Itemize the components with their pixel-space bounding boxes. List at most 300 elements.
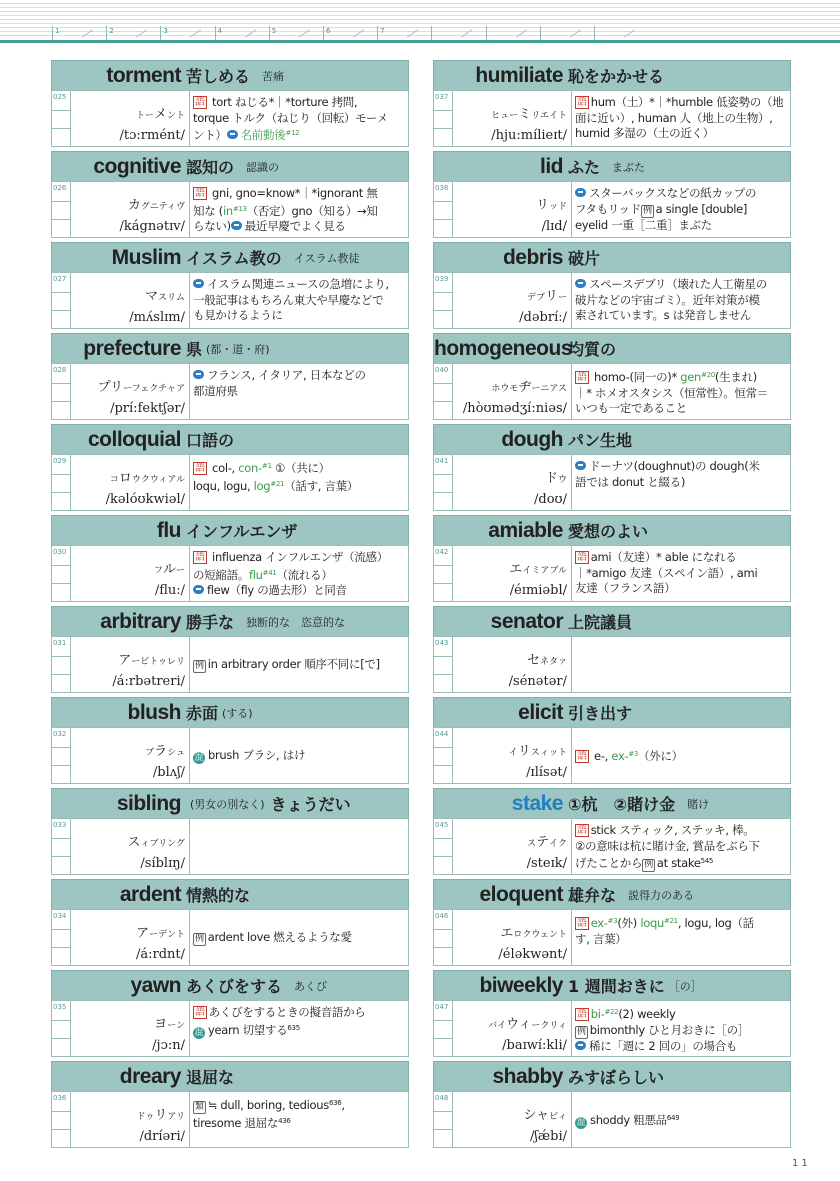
vocab-entry xyxy=(433,242,791,333)
explanation-line xyxy=(575,386,787,402)
pronunciation-cell xyxy=(453,637,572,692)
explanation-line xyxy=(193,1096,405,1114)
checkbox-line xyxy=(52,201,70,202)
meaning: 1 週間おきに xyxy=(568,977,665,996)
headword: cognitive xyxy=(93,154,181,178)
stressed-syllable: リ xyxy=(517,744,531,759)
pronunciation-cell xyxy=(453,182,572,237)
headword: stake xyxy=(511,791,563,815)
ipa-transcription: /flu:/ xyxy=(154,583,185,598)
explanation-lines xyxy=(575,914,787,947)
explanation-line xyxy=(193,368,405,384)
progress-check-slash xyxy=(299,29,310,37)
ipa-transcription: /ɪlísət/ xyxy=(526,765,567,780)
stressed-syllable: リ xyxy=(535,198,549,213)
entry-headword-bar xyxy=(51,788,409,818)
ipa-transcription: /prí:fektʃər/ xyxy=(110,401,185,416)
meaning: ①杭 ②賭け金 xyxy=(568,795,676,814)
stressed-syllable: エ xyxy=(509,562,523,577)
pronunciation-cell xyxy=(453,910,572,965)
checkbox-line xyxy=(52,110,70,111)
explanation-text: ｜* ホメオスタシス（恒常性）。恒常＝ xyxy=(575,385,768,400)
root-ref: #13 xyxy=(232,204,247,213)
root-link: bi- xyxy=(590,1007,605,1021)
explanation-text: （外に） xyxy=(638,748,683,763)
vocab-entry xyxy=(433,788,791,879)
explanation-cell xyxy=(572,91,790,146)
ipa-transcription: /jɔ:n/ xyxy=(152,1038,185,1053)
entry-number-cell xyxy=(52,728,71,783)
explanation-cell xyxy=(190,273,408,328)
explanation-lines xyxy=(193,748,305,764)
explanation-text: , xyxy=(341,1098,345,1112)
etymology-icon: 語 xyxy=(577,1009,587,1020)
meaning: ふた xyxy=(568,158,601,177)
checkbox-line xyxy=(52,474,70,475)
page-ref: 635 xyxy=(287,1023,300,1032)
pronunciation-cell xyxy=(453,728,572,783)
explanation-cell xyxy=(190,728,408,783)
entry-number: 035 xyxy=(53,1003,67,1011)
entry-number-cell xyxy=(52,1001,71,1056)
explanation-cell xyxy=(190,1001,408,1056)
explanation-text: フタもリッド xyxy=(575,201,641,216)
ipa-transcription: /kəlóʊkwiəl/ xyxy=(105,492,185,507)
pronunciation-kana: スィブリング xyxy=(127,835,185,850)
explanation-text: 知な ( xyxy=(193,203,223,218)
pronunciation-cell xyxy=(453,1092,572,1147)
checkbox-line xyxy=(52,1020,70,1021)
progress-cell-number: 4 xyxy=(217,27,223,35)
note-icon xyxy=(227,130,238,139)
explanation-line xyxy=(575,1039,787,1055)
entry-headword-bar xyxy=(433,606,791,636)
vocab-entry xyxy=(51,333,409,424)
entry-body xyxy=(433,363,791,420)
sub-meaning: 認識の xyxy=(246,160,280,174)
entry-body xyxy=(433,909,791,966)
stressed-syllable: リ xyxy=(154,1108,168,1123)
vocab-entry xyxy=(51,606,409,697)
etymology-icon: 語 xyxy=(195,188,205,199)
pronunciation-cell xyxy=(71,637,190,692)
entry-headword-bar xyxy=(51,1061,409,1091)
note-icon xyxy=(231,221,242,230)
root-ref: #21 xyxy=(270,479,285,488)
entry-number: 036 xyxy=(53,1094,67,1102)
vocab-entry xyxy=(51,515,409,606)
entry-number: 030 xyxy=(53,548,67,556)
explanation-cell xyxy=(572,364,790,419)
entry-number: 025 xyxy=(53,93,67,101)
pronunciation-kana: ブラシュ xyxy=(145,744,185,759)
entry-number: 044 xyxy=(435,730,449,738)
entry-number: 029 xyxy=(53,457,67,465)
root-ref: #12 xyxy=(285,129,300,137)
entry-number-cell xyxy=(434,546,453,601)
checkbox-line xyxy=(52,1111,70,1112)
checkbox-line xyxy=(52,1038,70,1039)
sub-meaning: イスラム教徒 xyxy=(293,251,360,265)
entry-number: 047 xyxy=(435,1003,449,1011)
meaning: パン生地 xyxy=(568,431,633,450)
progress-cell-number: 5 xyxy=(271,27,277,35)
progress-check-slash xyxy=(82,29,93,37)
explanation-lines xyxy=(575,747,683,765)
explanation-text: （話す, 言葉） xyxy=(284,478,359,493)
ipa-transcription: /éɪmiəbl/ xyxy=(509,583,567,598)
checkbox-line xyxy=(434,219,452,220)
stressed-syllable: シャ xyxy=(523,1108,550,1123)
explanation-text: 都道府県 xyxy=(193,383,238,398)
explanation-line xyxy=(575,550,787,566)
checkbox-line xyxy=(52,856,70,857)
checkbox-line xyxy=(434,656,452,657)
vocab-entry xyxy=(433,424,791,515)
checkbox-line xyxy=(434,583,452,584)
meaning-note: (都・道・府) xyxy=(206,342,270,356)
entry-headword-bar xyxy=(51,606,409,636)
confusable-icon: 混 xyxy=(194,1027,204,1038)
pronunciation-cell xyxy=(71,819,190,874)
entry-number: 046 xyxy=(435,912,449,920)
explanation-lines xyxy=(575,95,787,142)
entry-number-cell xyxy=(52,637,71,692)
progress-cell-number: 7 xyxy=(380,27,385,35)
checkbox-line xyxy=(52,492,70,493)
explanation-text: スペースデブリ（壊れた人工衛星の xyxy=(589,277,767,291)
explanation-lines xyxy=(575,823,787,872)
header-rule xyxy=(0,40,840,43)
entry-number: 040 xyxy=(435,366,449,374)
pronunciation-kana: マスリム xyxy=(144,289,185,304)
pronunciation-cell xyxy=(71,273,190,328)
meaning: 退屈な xyxy=(186,1068,235,1087)
explanation-line xyxy=(193,111,405,127)
entry-body xyxy=(51,636,409,693)
root-ref: #20 xyxy=(701,371,715,379)
explanation-cell xyxy=(190,910,408,965)
entry-body xyxy=(51,181,409,238)
entry-number-cell xyxy=(52,273,71,328)
vocab-entry xyxy=(51,788,409,879)
explanation-line xyxy=(193,550,405,566)
vocab-entry xyxy=(51,424,409,515)
root-ref: #41 xyxy=(262,568,277,577)
explanation-line xyxy=(575,202,787,218)
stressed-syllable: エ xyxy=(500,926,514,941)
checkbox-line xyxy=(434,1038,452,1039)
pronunciation-kana: デブリー xyxy=(526,289,567,304)
note-icon xyxy=(575,279,586,288)
explanation-line xyxy=(575,401,787,417)
ipa-transcription: /baɪwí:kli/ xyxy=(502,1038,567,1053)
stressed-syllable: テ xyxy=(536,835,550,850)
explanation-lines xyxy=(575,1005,787,1054)
ipa-transcription: /mʌ́slɪm/ xyxy=(129,310,185,325)
progress-cell-number: 3 xyxy=(163,27,168,35)
explanation-cell xyxy=(572,182,790,237)
explanation-lines xyxy=(193,1005,405,1039)
explanation-cell xyxy=(190,455,408,510)
checkbox-line xyxy=(52,310,70,311)
explanation-cell xyxy=(190,182,408,237)
note-icon xyxy=(193,279,204,288)
meaning: 恥をかかせる xyxy=(568,67,665,86)
vocab-entry xyxy=(51,697,409,788)
entry-number-cell xyxy=(434,728,453,783)
meaning: 情熱的な xyxy=(186,886,251,905)
explanation-line xyxy=(575,277,787,293)
explanation-text: shoddy 粗悪品 xyxy=(590,1112,667,1127)
explanation-text: flew（fly の過去形）と同音 xyxy=(207,583,347,597)
root-ref: #21 xyxy=(663,917,678,925)
root-link: in xyxy=(222,203,233,218)
entry-headword-bar xyxy=(51,242,409,272)
explanation-text: ≒ dull, boring, tedious xyxy=(207,1098,329,1112)
sub-meaning: 賭け xyxy=(687,797,710,811)
note-icon xyxy=(193,370,204,379)
explanation-text: , logu, log（話 xyxy=(677,916,754,930)
explanation-text: 破片などの宇宙ゴミ）。近年対策が模 xyxy=(575,292,760,307)
note-icon xyxy=(575,1041,586,1050)
entry-number-cell xyxy=(52,364,71,419)
explanation-text: stick スティック, ステッキ, 棒。 xyxy=(590,823,755,837)
ipa-transcription: /á:rbətreri/ xyxy=(112,674,185,689)
explanation-line xyxy=(575,293,787,309)
meaning: 上院議員 xyxy=(568,613,633,632)
pronunciation-kana: ヨーン xyxy=(154,1017,185,1032)
entry-number-cell xyxy=(434,1092,453,1147)
meaning: 県 xyxy=(186,340,203,359)
headword: yawn xyxy=(130,973,181,997)
pronunciation-cell xyxy=(71,364,190,419)
page-ref: 649 xyxy=(666,1113,680,1122)
entry-headword-bar xyxy=(51,970,409,1000)
pronunciation-kana: バイウィークリィ xyxy=(488,1017,567,1032)
root-ref: #1 xyxy=(261,462,272,470)
explanation-lines xyxy=(193,550,405,599)
explanation-line xyxy=(193,186,405,202)
confusable-icon: 混 xyxy=(194,752,204,763)
vocab-entry xyxy=(51,1061,409,1152)
ipa-transcription: /éləkwənt/ xyxy=(498,947,567,962)
headword: colloquial xyxy=(87,427,181,451)
explanation-lines xyxy=(575,1111,679,1129)
checkbox-line xyxy=(434,929,452,930)
checkbox-line xyxy=(52,583,70,584)
progress-check-slash xyxy=(136,29,147,37)
entry-number-cell xyxy=(52,455,71,510)
etymology-icon: 語 xyxy=(577,750,587,762)
entry-number: 034 xyxy=(53,912,67,920)
checkbox-line xyxy=(434,474,452,475)
explanation-text: ardent love 燃えるような愛 xyxy=(207,929,352,944)
ipa-transcription: /blʌʃ/ xyxy=(152,765,185,780)
explanation-text: 索されています。s は発音しません xyxy=(575,308,752,322)
example-icon: 類 xyxy=(195,1102,204,1112)
pronunciation-kana: アーデント xyxy=(136,926,185,941)
entry-body xyxy=(433,1091,791,1148)
entry-number-cell xyxy=(52,819,71,874)
checkbox-line xyxy=(434,747,452,748)
checkbox-line xyxy=(434,856,452,857)
pronunciation-cell xyxy=(453,546,572,601)
pronunciation-kana: カグニティヴ xyxy=(127,198,185,213)
pronunciation-kana: アービトゥレリ xyxy=(118,653,185,668)
note-icon xyxy=(575,188,586,197)
ipa-transcription: /steɪk/ xyxy=(526,856,567,871)
entry-headword-bar xyxy=(51,697,409,727)
progress-check-slash xyxy=(570,29,581,37)
entry-number: 042 xyxy=(435,548,449,556)
checkbox-line xyxy=(52,219,70,220)
entry-body xyxy=(433,636,791,693)
pronunciation-kana: コロウクウィアル xyxy=(109,471,185,486)
vocab-entry xyxy=(433,606,791,697)
explanation-text: ami（友達）* able になれる xyxy=(590,550,737,564)
explanation-cell xyxy=(572,728,790,783)
entry-headword-bar xyxy=(51,151,409,181)
etymology-icon: 語 xyxy=(577,552,587,563)
explanation-text: らない) xyxy=(193,219,231,233)
entry-headword-bar xyxy=(51,333,409,363)
entry-number-cell xyxy=(52,182,71,237)
page-ref: 636 xyxy=(328,1099,342,1107)
meaning: みすぼらしい xyxy=(568,1068,665,1087)
entry-headword-bar xyxy=(51,879,409,909)
root-link: con- xyxy=(238,461,262,475)
pronunciation-kana: イリスィット xyxy=(508,744,567,759)
explanation-text: gni, gno=know*｜*ignorant 無 xyxy=(208,186,378,200)
pronunciation-kana: リッド xyxy=(535,198,567,213)
ipa-transcription: /síblɪŋ/ xyxy=(140,856,185,871)
explanation-lines xyxy=(575,277,787,324)
entry-number: 048 xyxy=(435,1094,449,1102)
entry-number: 027 xyxy=(53,275,67,283)
headword: eloquent xyxy=(479,882,563,906)
explanation-line xyxy=(575,475,787,491)
entry-number-cell xyxy=(434,182,453,237)
meaning: 赤面 xyxy=(186,704,219,723)
explanation-text: あくびをするときの擬音語から xyxy=(208,1005,366,1019)
stressed-syllable: プリ xyxy=(97,380,124,395)
explanation-text: eyelid 一重［二重］まぶた xyxy=(575,217,713,232)
explanation-lines xyxy=(575,459,787,490)
headword: humiliate xyxy=(475,63,563,87)
pronunciation-kana: エイミアブル xyxy=(509,562,567,577)
entry-number: 039 xyxy=(435,275,449,283)
explanation-cell xyxy=(572,1092,790,1147)
stressed-syllable: マ xyxy=(144,289,158,304)
entry-body xyxy=(433,818,791,875)
pronunciation-kana: プリーフェクチャア xyxy=(97,380,185,395)
headword: ardent xyxy=(119,882,181,906)
checkbox-line xyxy=(52,1129,70,1130)
explanation-text: いつも一定であること xyxy=(575,401,687,415)
entry-headword-bar xyxy=(433,697,791,727)
sub-meaning: あくび xyxy=(294,979,328,993)
ipa-transcription: /ʃǽbi/ xyxy=(530,1129,567,1144)
stressed-syllable: ヨ xyxy=(154,1017,168,1032)
entry-number: 026 xyxy=(53,184,67,192)
headword: arbitrary xyxy=(100,609,181,633)
pronunciation-kana: フルー xyxy=(153,562,185,577)
explanation-line xyxy=(575,459,787,475)
vocab-entry xyxy=(433,1061,791,1152)
checkbox-line xyxy=(434,947,452,948)
explanation-lines xyxy=(193,368,405,399)
entry-body xyxy=(51,454,409,511)
entry-number-cell xyxy=(434,819,453,874)
stressed-syllable: ド xyxy=(544,471,558,486)
etymology-icon: 語 xyxy=(195,552,205,563)
headword: debris xyxy=(502,245,563,269)
explanation-lines xyxy=(193,186,405,235)
explanation-line xyxy=(575,1005,787,1023)
headword: sibling xyxy=(116,791,181,815)
explanation-text: influenza インフルエンザ（流感） xyxy=(208,550,388,564)
checkbox-line xyxy=(434,128,452,129)
explanation-cell xyxy=(190,819,408,874)
checkbox-line xyxy=(52,929,70,930)
entry-headword-bar xyxy=(433,333,791,363)
entry-headword-bar xyxy=(433,515,791,545)
explanation-text: brush ブラシ, はけ xyxy=(208,747,306,762)
entry-number: 037 xyxy=(435,93,449,101)
pronunciation-cell xyxy=(71,182,190,237)
ipa-transcription: /dríəri/ xyxy=(139,1129,185,1144)
entry-body xyxy=(51,90,409,147)
checkbox-line xyxy=(434,565,452,566)
entry-headword-bar xyxy=(51,424,409,454)
pronunciation-cell xyxy=(453,273,572,328)
explanation-cell xyxy=(572,637,790,692)
stressed-syllable: カ xyxy=(127,198,141,213)
explanation-line xyxy=(193,308,405,324)
explanation-line xyxy=(193,293,405,309)
checkbox-line xyxy=(434,765,452,766)
meaning: 認知の xyxy=(186,158,235,177)
root-ref: #3 xyxy=(628,749,639,758)
etymology-icon: 語 xyxy=(577,825,587,836)
explanation-text: ント） xyxy=(193,128,227,142)
explanation-text: の短縮語。 xyxy=(193,567,249,582)
vocab-entry xyxy=(433,879,791,970)
explanation-lines xyxy=(575,550,787,597)
checkbox-line xyxy=(434,1111,452,1112)
entry-number: 045 xyxy=(435,821,449,829)
explanation-text: 友達（フランス語） xyxy=(575,581,676,595)
sub-meaning: まぶた xyxy=(612,160,646,174)
explanation-line xyxy=(575,186,787,202)
meaning: 口語の xyxy=(186,431,235,450)
etymology-icon: 語 xyxy=(577,918,587,929)
ipa-transcription: /á:rdnt/ xyxy=(135,947,185,962)
progress-check-slash xyxy=(353,29,364,37)
explanation-cell xyxy=(190,1092,408,1147)
explanation-text: humid 多湿の（土の近く） xyxy=(575,126,714,140)
ipa-transcription: /doʊ/ xyxy=(534,492,567,507)
meaning: 均質の xyxy=(568,340,617,359)
checkbox-line xyxy=(434,292,452,293)
explanation-line xyxy=(575,1111,679,1129)
vocab-entry xyxy=(433,515,791,606)
explanation-text: 稀に「週に 2 回の」の場合も xyxy=(589,1038,738,1053)
confusable-icon: 混 xyxy=(576,1117,586,1128)
entry-number: 041 xyxy=(435,457,449,465)
meaning-note: (男女の別なく) xyxy=(190,797,265,811)
